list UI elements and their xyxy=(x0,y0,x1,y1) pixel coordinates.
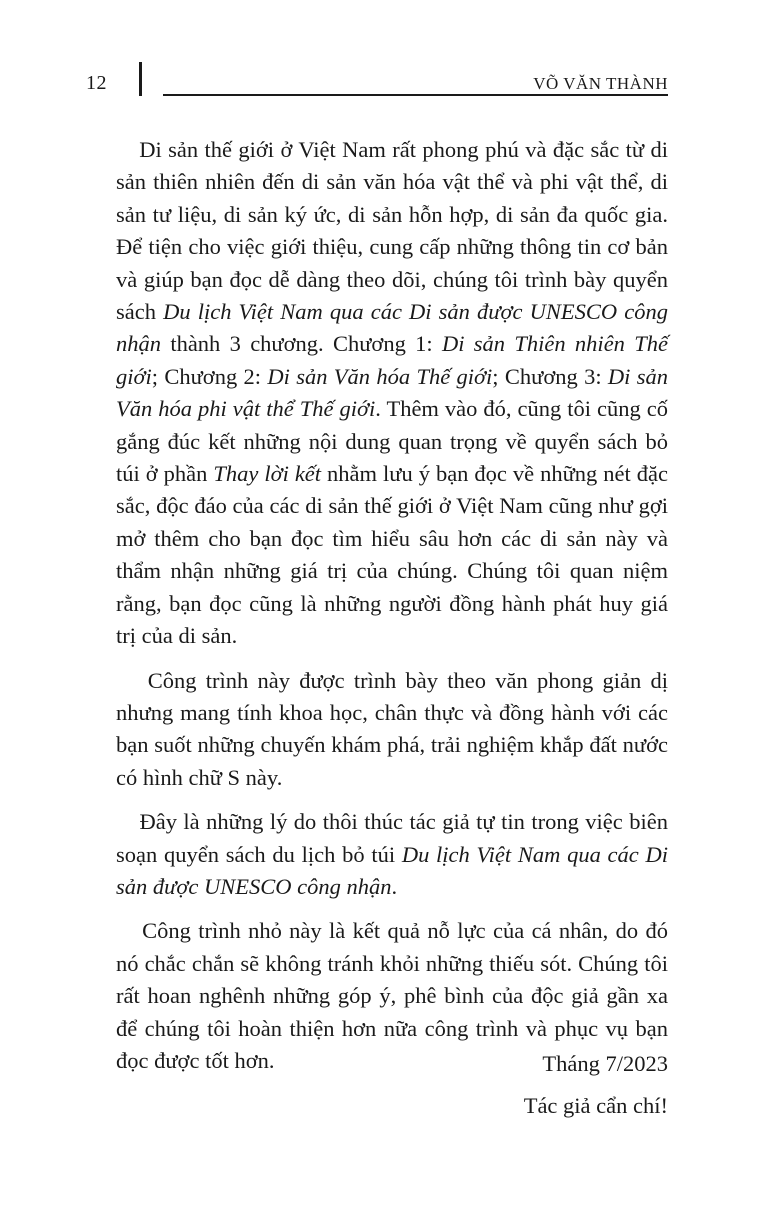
p3-text-1: Đây là những lý do thôi thúc tác giả tự tin trong việc biên soạn quyển sách du lịch bỏ túi xyxy=(116,809,669,867)
p1-italic-closing-section: Thay lời kết xyxy=(213,461,322,487)
p1-italic-book-title: Du lịch Việt Nam qua các Di sản được UNESCO công nhận xyxy=(116,299,668,357)
header-vertical-rule xyxy=(139,62,142,96)
body-text xyxy=(116,134,668,1089)
p1-italic-chapter-2: Di sản Văn hóa Thế giới xyxy=(267,363,493,389)
p4-text: Công trình nhỏ này là kết quả nỗ lực của cá nhân, do đó nó chắc chắn sẽ không tránh khỏi những thiếu sót. Chúng tôi rất hoan nghênh những góp ý, phê bình của độc giả gần xa để chúng tôi hoàn thiện hơn nữa công trình và phục vụ bạn đọc được tốt hơn. xyxy=(116,918,668,1073)
signoff-date: Tháng 7/2023 xyxy=(542,1051,668,1076)
p1-text-1: Di sản thế giới ở Việt Nam rất phong phú và đặc sắc từ di sản thiên nhiên đến di sản văn hóa vật thể và phi vật thể, di sản tư liệu, di sản ký ức, di sản hỗn hợp, di sản đa quốc gia. Để tiện cho việc giới thiệu, cung cấp những thông tin cơ bản và giúp bạn đọc dễ dàng theo dõi, chúng tôi trình bày quyển sách xyxy=(116,137,668,325)
paragraph-3 xyxy=(116,806,668,903)
p1-text-5: . Thêm vào đó, cũng tôi cũng cố gắng đúc kết những nội dung quan trọng về quyển sách bỏ túi ở phần xyxy=(116,396,668,487)
header-horizontal-rule xyxy=(163,94,668,96)
page-header xyxy=(0,0,768,110)
p1-text-6: nhằm lưu ý bạn đọc về những nét đặc sắc, độc đáo của các di sản thế giới ở Việt Nam cũng như gợi mở thêm cho bạn đọc tìm hiểu sâu hơn các di sản này và thẩm nhận những giá trị của chúng. Chúng tôi quan niệm rằng, bạn đọc cũng là những người đồng hành phát huy giá trị của di sản. xyxy=(116,461,668,649)
p1-text-2: thành 3 chương. Chương 1: xyxy=(161,331,442,357)
page-number: 12 xyxy=(86,72,107,94)
p1-text-3: ; Chương 2: xyxy=(151,363,268,389)
signoff-signature: Tác giả cẩn chí! xyxy=(523,1093,668,1118)
p3-text-2: . xyxy=(391,873,398,899)
p1-text-4: ; Chương 3: xyxy=(492,363,608,389)
running-head-author: VÕ VĂN THÀNH xyxy=(533,74,668,93)
paragraph-1 xyxy=(116,134,668,653)
p2-text: Công trình này được trình bày theo văn phong giản dị nhưng mang tính khoa học, chân thực và đồng hành với các bạn suốt những chuyến khám phá, trải nghiệm khắp đất nước có hình chữ S này. xyxy=(116,667,669,790)
paragraph-2 xyxy=(116,665,668,795)
p1-italic-chapter-3: Di sản Văn hóa phi vật thể Thế giới xyxy=(116,363,668,422)
p1-italic-chapter-1: Di sản Thiên nhiên Thế giới xyxy=(116,331,668,389)
p3-italic-book-title: Du lịch Việt Nam qua các Di sản được UNESCO công nhận xyxy=(116,841,669,899)
